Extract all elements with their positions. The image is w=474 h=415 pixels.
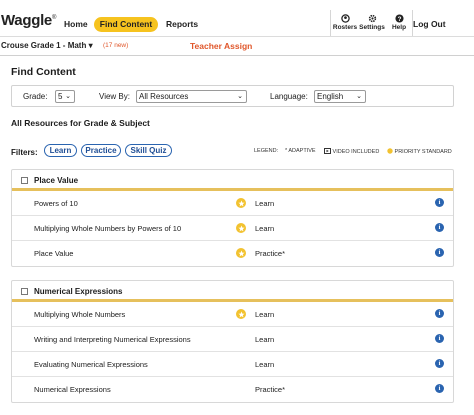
table-row[interactable] — [12, 241, 453, 266]
nav-home[interactable]: Home — [64, 19, 88, 29]
view-by-select[interactable]: All Resources ⌄ — [136, 90, 247, 103]
table-row[interactable] — [12, 327, 453, 352]
priority-star-icon — [236, 223, 246, 233]
resource-name[interactable]: Multiplying Whole Numbers — [34, 310, 126, 319]
group-numerical-expressions — [11, 280, 454, 403]
resource-type: Practice* — [255, 385, 286, 394]
priority-star-icon — [387, 148, 393, 154]
settings-button[interactable]: Settings — [358, 14, 386, 31]
info-icon[interactable]: i — [435, 359, 444, 368]
priority-star-icon — [236, 309, 246, 319]
course-selector[interactable]: Crouse Grade 1 - Math ▾ — [1, 41, 93, 50]
group-checkbox[interactable] — [21, 177, 28, 184]
waggle-logo[interactable]: Waggle® — [1, 12, 57, 29]
resource-name[interactable]: Powers of 10 — [34, 199, 78, 208]
resource-type: Learn — [255, 199, 275, 208]
language-label: Language: — [270, 92, 308, 101]
resource-name[interactable]: Evaluating Numerical Expressions — [34, 360, 148, 369]
group-checkbox[interactable] — [21, 288, 28, 295]
group-title: Numerical Expressions — [34, 287, 123, 296]
resource-name[interactable]: Writing and Interpreting Numerical Expressions — [34, 335, 191, 344]
chevron-down-icon: ⌄ — [356, 93, 362, 100]
course-bar — [0, 37, 474, 56]
grade-label: Grade: — [23, 92, 48, 101]
section-heading: All Resources for Grade & Subject — [11, 118, 150, 128]
gear-icon — [368, 14, 377, 23]
resource-type: Practice* — [255, 249, 286, 258]
group-place-value — [11, 169, 454, 267]
resource-name[interactable]: Place Value — [34, 249, 74, 258]
rosters-icon — [341, 14, 350, 23]
grade-select[interactable]: 5 ⌄ — [55, 90, 75, 103]
resource-type: Learn — [255, 224, 275, 233]
resource-type: Learn — [255, 310, 275, 319]
chevron-down-icon: ⌄ — [65, 93, 71, 100]
table-row[interactable] — [12, 302, 453, 327]
info-icon[interactable]: i — [435, 334, 444, 343]
filter-pill-learn[interactable]: Learn — [44, 144, 77, 157]
filter-pill-practice[interactable]: Practice — [81, 144, 121, 157]
legend-priority: PRIORITY STANDARD — [387, 148, 452, 155]
legend-video: VIDEO INCLUDED — [324, 148, 379, 155]
filter-bar — [11, 85, 454, 107]
svg-text:?: ? — [397, 15, 401, 23]
info-icon[interactable]: i — [435, 198, 444, 207]
resource-type: Learn — [255, 335, 275, 344]
top-nav-bar — [0, 0, 474, 37]
resource-type: Learn — [255, 360, 275, 369]
table-row[interactable] — [12, 191, 453, 216]
table-row[interactable] — [12, 352, 453, 377]
info-icon[interactable]: i — [435, 223, 444, 232]
info-icon[interactable]: i — [435, 309, 444, 318]
video-icon — [324, 148, 331, 154]
main-panel — [0, 56, 474, 415]
info-icon[interactable]: i — [435, 248, 444, 257]
filter-pill-skill-quiz[interactable]: Skill Quiz — [125, 144, 172, 157]
view-by-label: View By: — [99, 92, 130, 101]
priority-star-icon — [236, 248, 246, 258]
help-button[interactable]: ? Help — [391, 15, 407, 31]
new-count-badge: (17 new) — [103, 42, 129, 49]
nav-find-content[interactable]: Find Content — [94, 17, 158, 32]
teacher-assign-link[interactable]: Teacher Assign — [190, 41, 253, 51]
legend-label: LEGEND: — [254, 148, 279, 154]
page-title: Find Content — [11, 66, 76, 78]
logout-button[interactable]: Log Out — [413, 19, 446, 29]
table-row[interactable] — [12, 377, 453, 402]
rosters-button[interactable]: Rosters — [331, 14, 359, 31]
table-row[interactable] — [12, 216, 453, 241]
resource-name[interactable]: Multiplying Whole Numbers by Powers of 10 — [34, 224, 182, 233]
group-title: Place Value — [34, 176, 79, 185]
chevron-down-icon: ⌄ — [237, 93, 243, 100]
filters-label: Filters: — [11, 148, 38, 157]
language-select[interactable]: English ⌄ — [314, 90, 366, 103]
info-icon[interactable]: i — [435, 384, 444, 393]
nav-reports[interactable]: Reports — [166, 19, 199, 29]
group-header — [12, 281, 453, 302]
priority-star-icon — [236, 198, 246, 208]
help-icon — [395, 14, 404, 23]
legend-adaptive: * ADAPTIVE — [285, 148, 316, 154]
resource-name[interactable]: Numerical Expressions — [34, 385, 111, 394]
chevron-down-icon: ▾ — [88, 41, 93, 50]
group-header — [12, 170, 453, 191]
